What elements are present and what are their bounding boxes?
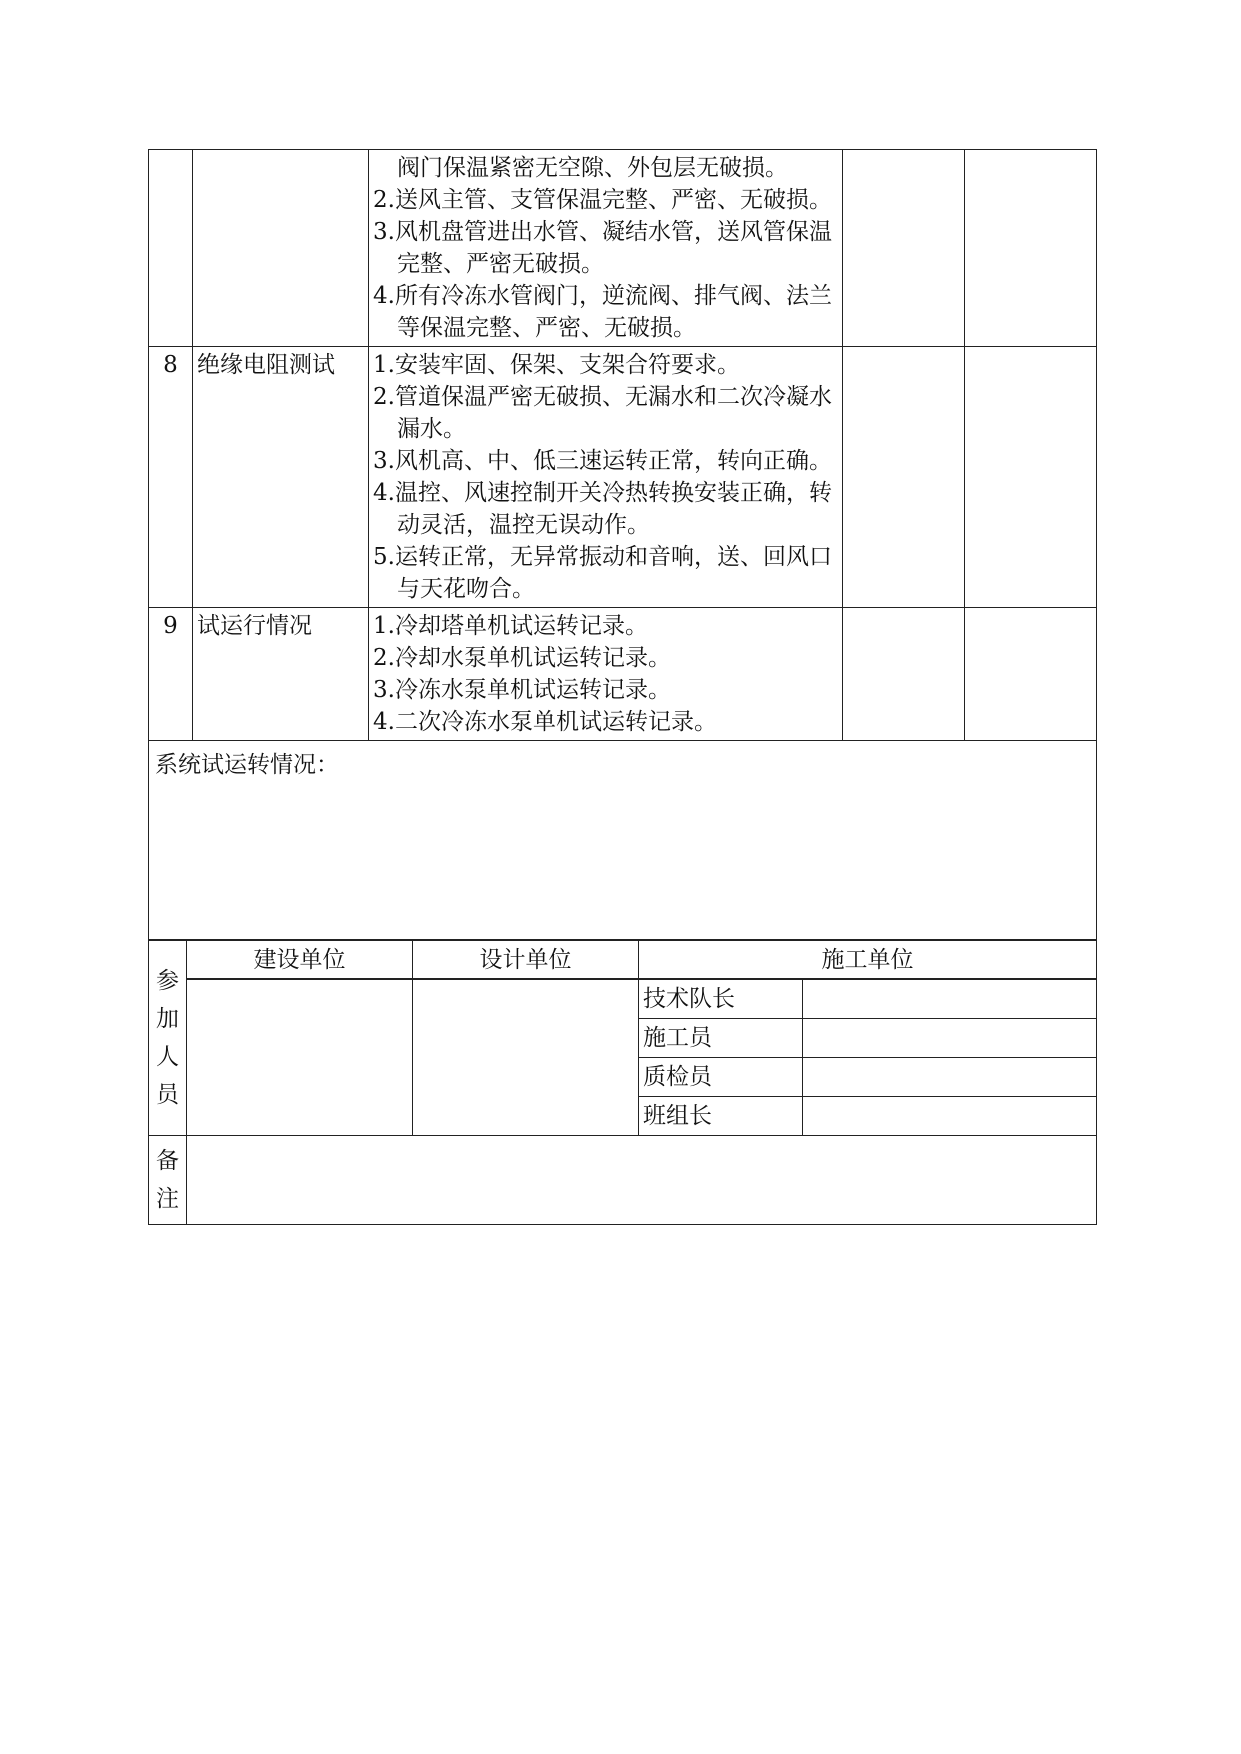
table-row <box>149 347 1097 608</box>
requirement-line: 1.安装牢固、保架、支架合符要求。 <box>373 352 740 378</box>
table-row <box>149 608 1097 741</box>
note-cell[interactable] <box>965 347 1097 608</box>
row-requirements <box>369 150 843 347</box>
build-unit-header: 建设单位 <box>187 941 413 980</box>
role-team-leader: 班组长 <box>639 1097 803 1136</box>
role-team-leader-signature[interactable] <box>803 1097 1097 1136</box>
system-run-cell[interactable] <box>149 741 1097 940</box>
row-item: 试运行情况 <box>193 608 369 741</box>
role-inspector-signature[interactable] <box>803 1058 1097 1097</box>
remarks-field[interactable] <box>187 1136 1097 1225</box>
note-cell[interactable] <box>965 608 1097 741</box>
requirement-line: 1.冷却塔单机试运转记录。 <box>373 613 648 639</box>
result-cell[interactable] <box>843 347 965 608</box>
row-requirements <box>369 347 843 608</box>
label-char: 备 <box>156 1148 179 1174</box>
participants-table <box>148 940 1097 1225</box>
row-requirements <box>369 608 843 741</box>
requirement-line: 2.管道保温严密无破损、无漏水和二次冷凝水漏水。 <box>373 384 832 442</box>
result-cell[interactable] <box>843 150 965 347</box>
note-cell[interactable] <box>965 150 1097 347</box>
build-unit-signature[interactable] <box>187 979 413 1136</box>
requirement-line: 2.送风主管、支管保温完整、严密、无破损。 <box>373 187 832 213</box>
table-row <box>149 150 1097 347</box>
row-number: 8 <box>149 347 193 608</box>
label-char: 参 <box>156 968 179 994</box>
result-cell[interactable] <box>843 608 965 741</box>
row-number: 9 <box>149 608 193 741</box>
construction-unit-header: 施工单位 <box>639 941 1097 980</box>
role-technical-lead-signature[interactable] <box>803 979 1097 1019</box>
requirement-line: 5.运转正常，无异常振动和音响，送、回风口与天花吻合。 <box>373 544 832 602</box>
label-char: 人 <box>156 1044 179 1070</box>
system-run-row <box>149 741 1097 940</box>
role-technical-lead: 技术队长 <box>639 979 803 1019</box>
row-item <box>193 150 369 347</box>
requirement-line: 4.所有冷冻水管阀门，逆流阀、排气阀、法兰等保温完整、严密、无破损。 <box>373 283 832 341</box>
inspection-form <box>148 149 1096 1225</box>
requirement-line: 4.二次冷冻水泵单机试运转记录。 <box>373 709 717 735</box>
design-unit-header: 设计单位 <box>413 941 639 980</box>
system-run-label: 系统试运转情况： <box>155 752 339 778</box>
role-constructor: 施工员 <box>639 1019 803 1058</box>
label-char: 加 <box>156 1006 179 1032</box>
label-char: 员 <box>156 1082 179 1108</box>
requirement-line: 3.冷冻水泵单机试运转记录。 <box>373 677 671 703</box>
design-unit-signature[interactable] <box>413 979 639 1136</box>
requirement-line: 2.冷却水泵单机试运转记录。 <box>373 645 671 671</box>
participants-label <box>149 941 187 1136</box>
requirement-line: 3.风机高、中、低三速运转正常，转向正确。 <box>373 448 832 474</box>
requirement-line: 4.温控、风速控制开关冷热转换安装正确，转动灵活，温控无误动作。 <box>373 480 832 538</box>
requirement-line: 3.风机盘管进出水管、凝结水管，送风管保温完整、严密无破损。 <box>373 219 832 277</box>
inspection-table <box>148 149 1097 940</box>
requirement-line: 阀门保温紧密无空隙、外包层无破损。 <box>397 155 788 181</box>
role-inspector: 质检员 <box>639 1058 803 1097</box>
role-constructor-signature[interactable] <box>803 1019 1097 1058</box>
row-item: 绝缘电阻测试 <box>193 347 369 608</box>
row-number <box>149 150 193 347</box>
remarks-label <box>149 1136 187 1225</box>
label-char: 注 <box>156 1186 179 1212</box>
